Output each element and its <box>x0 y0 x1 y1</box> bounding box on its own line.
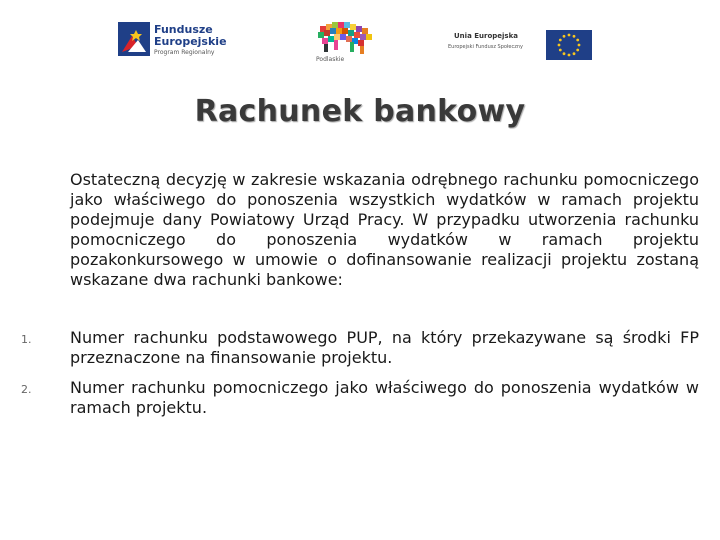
list-item <box>0 328 720 368</box>
fe-logo-line3: Program Regionalny <box>154 49 215 56</box>
fundusze-europejskie-mark-icon <box>118 22 150 56</box>
list-item <box>0 378 720 418</box>
ue-logo-line1: Unia Europejska <box>454 32 518 40</box>
list-item-text: Numer rachunku podstawowego PUP, na który przekazywane są środki FP przeznaczone na finansowanie projektu. <box>70 328 699 367</box>
list-item-text: Numer rachunku pomocniczego jako właściwego do ponoszenia wydatków w ramach projektu. <box>70 378 699 417</box>
podlaskie-logo <box>310 16 382 68</box>
eu-flag-icon <box>546 30 592 60</box>
slide-title: Rachunek bankowy <box>194 94 526 129</box>
fundusze-europejskie-logo <box>118 16 238 68</box>
bison-mosaic-icon <box>314 18 378 56</box>
ue-logo-line2: Europejski Fundusz Społeczny <box>448 44 523 50</box>
logo-bar <box>0 16 720 68</box>
fe-logo-line2: Europejskie <box>154 35 227 48</box>
fe-logo-line1: Fundusze <box>154 23 213 36</box>
list-item-number: 1. <box>21 333 32 346</box>
unia-europejska-logo <box>448 16 594 68</box>
podlaskie-label: Podlaskie <box>316 56 345 63</box>
list-item-number: 2. <box>21 383 32 396</box>
intro-paragraph: Ostateczną decyzję w zakresie wskazania odrębnego rachunku pomocniczego jako właściwego do ponoszenia wszystkich wydatków w ramach projektu podejmuje dany Powiatowy Urząd Pracy. W przypadku utworzenia rachunku pomocniczego do ponoszenia wydatków w ramach projektu pozakonkursowego w umowie o dofinansowanie realizacji projektu zostaną wskazane dwa rachunki bankowe: <box>70 170 699 289</box>
